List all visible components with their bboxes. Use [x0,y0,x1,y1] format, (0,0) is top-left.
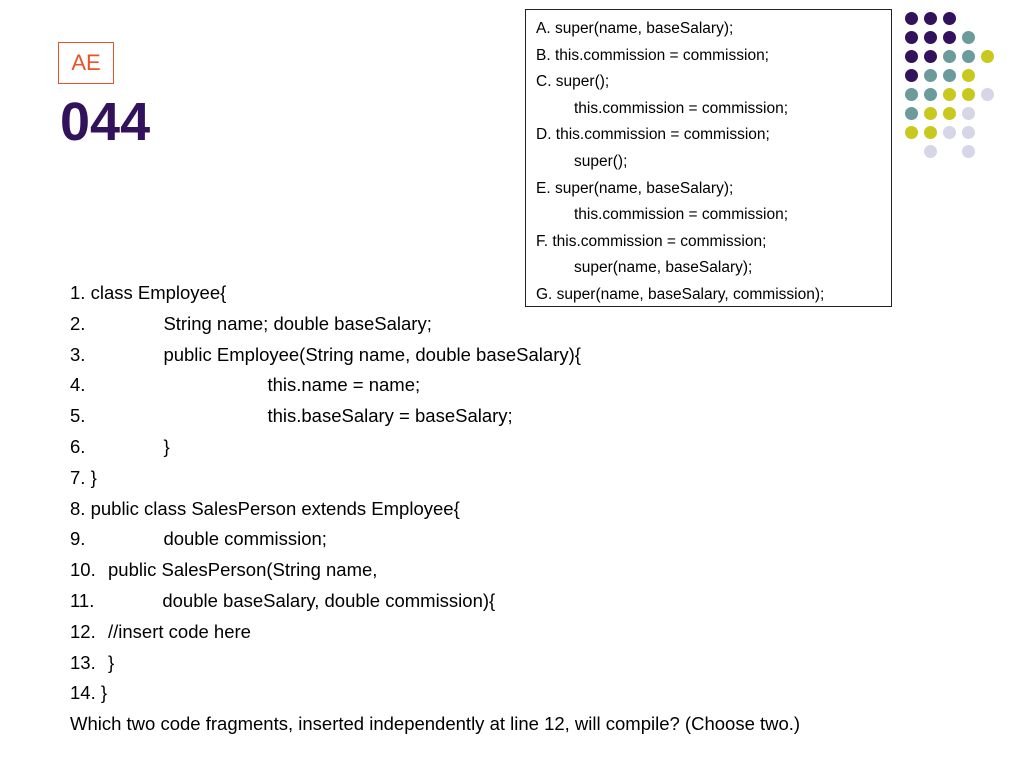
decorative-dot [924,88,937,101]
decorative-dot [924,107,937,120]
decorative-dot [943,107,956,120]
decorative-dot [905,126,918,139]
decorative-dot [905,50,918,63]
option-c-line2: this.commission = commission; [574,99,789,117]
code-text: double commission; [163,528,327,550]
code-text: class Employee{ [90,282,227,303]
option-e-line2: this.commission = commission; [574,206,789,224]
code-text: public SalesPerson(String name, [108,559,378,581]
code-text: public class SalesPerson extends Employee{ [90,497,460,519]
option-f-line2: super(name, baseSalary); [574,259,753,277]
question-text: Which two code fragments, inserted independently at line 12, will compile? (Choose two.) [70,713,801,735]
code-text: } [108,651,115,673]
slide-tag: AE [58,42,114,84]
option-f: F. this.commission = commission; [536,232,767,250]
option-d: D. this.commission = commission; [536,126,770,144]
line-number: 12. [70,620,96,642]
decorative-dot [962,107,975,120]
option-d-line2: super(); [574,152,628,170]
decorative-dot [962,31,975,44]
decorative-dot [962,50,975,63]
decorative-dot [943,69,956,82]
code-text: this.baseSalary = baseSalary; [267,405,513,427]
line-number: 5. [70,405,86,427]
code-line-13 [70,648,1010,679]
line-number: 3. [70,343,86,365]
code-text: } [90,466,97,488]
decorative-dot [905,31,918,44]
code-line-12 [70,617,1010,648]
option-b: B. this.commission = commission; [536,46,769,64]
code-text: double baseSalary, double commission){ [162,589,496,611]
decorative-dot [962,126,975,139]
option-c: C. super(); [536,73,610,91]
code-line-4 [70,370,1010,401]
line-number: 11. [70,589,95,611]
decorative-dot [924,126,937,139]
line-number: 4. [70,374,86,396]
code-text: this.name = name; [267,374,421,396]
code-text: public Employee(String name, double baseSalary){ [163,343,581,365]
decorative-dot [924,145,937,158]
code-line-7 [70,463,1010,494]
option-g: G. super(name, baseSalary, commission); [536,285,825,303]
decorative-dot [943,88,956,101]
line-number: 8. [70,497,86,519]
code-listing [70,278,1010,740]
decorative-dot [943,12,956,25]
line-number: 13. [70,651,96,673]
decorative-dot [905,107,918,120]
decorative-dot [924,69,937,82]
code-line-2 [70,309,1010,340]
decorative-dot [943,31,956,44]
decorative-dot [962,145,975,158]
code-line-3 [70,340,1010,371]
line-number: 6. [70,435,86,457]
code-line-5 [70,401,1010,432]
line-number: 9. [70,528,86,550]
code-line-10 [70,555,1010,586]
decorative-dot [943,126,956,139]
line-number: 10. [70,559,96,581]
slide-title: 044 [60,92,151,152]
code-text: String name; double baseSalary; [163,312,432,334]
code-line-14 [70,678,1010,709]
code-line-11 [70,586,1010,617]
code-line-6 [70,432,1010,463]
code-text: } [163,435,170,457]
decorative-dot [924,12,937,25]
decorative-dot [924,50,937,63]
code-text: } [100,682,108,704]
line-number: 1. [70,282,86,303]
line-number: 7. [70,466,86,488]
code-line-9 [70,524,1010,555]
option-e: E. super(name, baseSalary); [536,179,734,197]
decorative-dot [962,69,975,82]
decorative-dot [905,88,918,101]
decorative-dot [924,31,937,44]
decorative-dot [981,50,994,63]
code-text: //insert code here [108,620,251,642]
decorative-dot [981,88,994,101]
decorative-dot [962,88,975,101]
option-a: A. super(name, baseSalary); [536,20,734,37]
line-number: 14. [70,682,96,704]
decorative-dot-grid [905,12,1005,172]
decorative-dot [905,69,918,82]
answer-options-box [525,9,892,307]
decorative-dot [943,50,956,63]
code-line-8 [70,494,1010,525]
line-number: 2. [70,312,86,334]
decorative-dot [905,12,918,25]
